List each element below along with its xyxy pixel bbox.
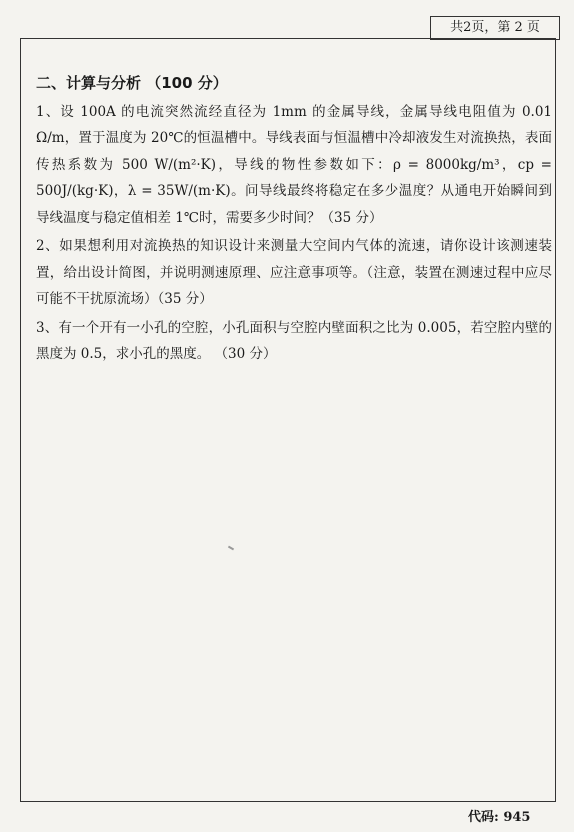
question-3: 3、有一个开有一小孔的空腔，小孔面积与空腔内壁面积之比为 0.005，若空腔内壁的黑度为 0.5，求小孔的黑度。 （30 分）	[36, 319, 552, 362]
question-1: 1、设 100A 的电流突然流经直径为 1mm 的金属导线，金属导线电阻值为 0.01 Ω/m，置于温度为 20℃的恒温槽中。导线表面与恒温槽中冷却液发生对流换热，表面传热系数为 500 W/(m²·K)，导线的物性参数如下：ρ = 8000kg/m³，cp = 500J/(kg·K)，λ = 35W/(m·K)。问导线最终将稳定在多少温度？从通电开始瞬间到导线温度与稳定值相差 1℃时，需要多少时间？（35 分）	[36, 103, 552, 226]
question-2: 2、如果想利用对流换热的知识设计来测量大空间内气体的流速，请你设计该测速装置，给出设计简图，并说明测速原理、应注意事项等。（注意，装置在测速过程中应尽可能不干扰原流场）（35 分）	[36, 238, 552, 307]
page-indicator: 共2页，第 2 页	[430, 16, 560, 40]
section-title: 二、计算与分析 （100 分）	[36, 74, 228, 92]
exam-code: 代码: 945	[468, 810, 531, 825]
exam-content	[36, 70, 552, 368]
